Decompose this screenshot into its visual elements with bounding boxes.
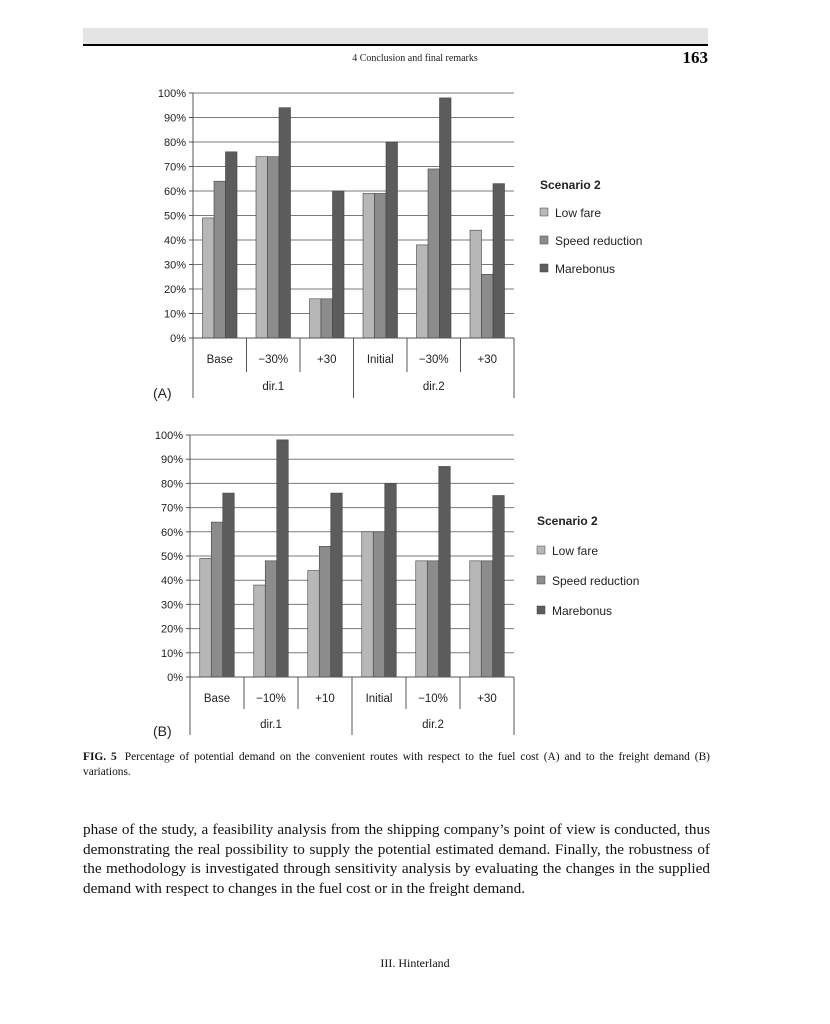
bar-speed-reduction [321, 299, 333, 338]
y-tick-label: 70% [163, 161, 186, 174]
legend-swatch [540, 208, 548, 216]
bar-marebonus [493, 184, 505, 338]
page-header-rule [83, 44, 708, 46]
x-category-label: −10% [256, 693, 286, 705]
page-number: 163 [682, 48, 708, 67]
x-category-label: +30 [477, 354, 498, 366]
legend-label: Speed reduction [555, 234, 643, 248]
bar-marebonus [385, 483, 397, 677]
page-footer: III. Hinterland [380, 956, 450, 970]
bar-marebonus [333, 191, 345, 338]
body-paragraph: phase of the study, a feasibility analysis from the shipping company’s point of view is conducted, thus demonstrating the real possibility to supply the potential estimated demand. Finally, the robustness of the methodology is investigated through sensitivity analysis by evaluating the changes in the supplied demand with respect to changes in the fuel cost or in the freight demand. [83, 821, 710, 897]
bar-speed-reduction [265, 561, 277, 677]
bar-speed-reduction [214, 181, 226, 338]
y-tick-label: 10% [163, 308, 186, 321]
bar-marebonus [277, 440, 289, 677]
y-tick-label: 100% [157, 88, 186, 100]
bar-low-fare [416, 561, 428, 677]
y-tick-label: 20% [163, 284, 186, 296]
y-tick-label: 40% [160, 575, 183, 588]
x-category-label: Base [203, 693, 231, 705]
y-tick-label: 60% [160, 526, 183, 539]
bar-speed-reduction [319, 546, 331, 677]
y-tick-label: 30% [163, 259, 186, 272]
panel-label: (B) [153, 723, 172, 739]
x-category-label: Initial [365, 693, 393, 705]
bar-speed-reduction [481, 561, 493, 677]
chart-a [0, 80, 830, 405]
x-group-label: dir.2 [422, 381, 445, 393]
bar-low-fare [470, 561, 482, 677]
bar-marebonus [493, 496, 505, 678]
bar-low-fare [203, 218, 215, 338]
y-tick-label: 50% [163, 210, 186, 223]
chart-b [0, 420, 830, 745]
x-category-label: −10% [418, 693, 448, 705]
y-tick-label: 60% [163, 186, 186, 198]
x-group-label: dir.1 [260, 719, 282, 731]
bar-marebonus [439, 466, 451, 677]
page-header-band [83, 28, 708, 44]
bar-speed-reduction [373, 532, 385, 677]
y-tick-label: 10% [160, 647, 183, 660]
x-category-label: Initial [366, 354, 394, 366]
legend-swatch [540, 264, 548, 272]
bar-speed-reduction [427, 561, 439, 677]
y-tick-label: 0% [167, 672, 183, 684]
bar-low-fare [363, 193, 375, 338]
bar-low-fare [308, 571, 320, 677]
legend-swatch [537, 606, 545, 614]
x-category-label: −30% [418, 354, 449, 366]
bar-speed-reduction [428, 169, 440, 338]
y-tick-label: 0% [170, 333, 186, 345]
x-category-label: +10 [315, 693, 335, 705]
bar-speed-reduction [375, 193, 387, 338]
legend-swatch [537, 546, 545, 554]
bar-marebonus [226, 152, 238, 338]
bar-low-fare [256, 157, 268, 338]
legend-label: Marebonus [555, 262, 616, 276]
legend-swatch [540, 236, 548, 244]
legend-title: Scenario 2 [537, 514, 598, 528]
x-category-label: −30% [258, 354, 289, 366]
figure-caption [83, 750, 710, 780]
x-category-label: Base [206, 354, 233, 366]
bar-speed-reduction [268, 157, 280, 338]
figure-caption-text: Percentage of potential demand on the convenient routes with respect to the fuel cost (A) and to the freight demand (B) variations. [83, 751, 710, 778]
y-tick-label: 100% [154, 430, 183, 442]
bar-marebonus [279, 108, 291, 338]
bar-marebonus [386, 142, 398, 338]
y-tick-label: 80% [160, 478, 183, 491]
bar-low-fare [362, 532, 374, 677]
running-head: 4 Conclusion and final remarks [352, 53, 478, 64]
bar-marebonus [331, 493, 343, 677]
y-tick-label: 90% [163, 112, 186, 125]
legend-label: Marebonus [552, 604, 613, 618]
y-tick-label: 90% [160, 454, 183, 467]
figure-caption-label: FIG. 5 [83, 751, 117, 763]
y-tick-label: 50% [160, 551, 183, 563]
bar-speed-reduction [211, 522, 223, 677]
bar-low-fare [310, 299, 322, 338]
legend-title: Scenario 2 [540, 178, 601, 192]
x-group-label: dir.1 [262, 381, 285, 393]
bar-low-fare [254, 585, 266, 677]
legend-label: Low fare [555, 206, 602, 220]
bar-low-fare [470, 230, 482, 338]
bar-low-fare [200, 558, 212, 677]
bar-marebonus [440, 98, 452, 338]
y-tick-label: 20% [160, 623, 183, 636]
legend-swatch [537, 576, 545, 584]
panel-label: (A) [153, 385, 172, 401]
legend-label: Speed reduction [552, 574, 640, 588]
bar-speed-reduction [482, 274, 494, 338]
x-category-label: +30 [477, 693, 497, 705]
legend-label: Low fare [552, 544, 599, 558]
bar-marebonus [223, 493, 235, 677]
y-tick-label: 40% [163, 235, 186, 247]
x-category-label: +30 [316, 354, 337, 366]
y-tick-label: 30% [160, 599, 183, 612]
bar-low-fare [417, 245, 429, 338]
y-tick-label: 70% [160, 502, 183, 515]
y-tick-label: 80% [163, 137, 186, 149]
x-group-label: dir.2 [422, 719, 444, 731]
